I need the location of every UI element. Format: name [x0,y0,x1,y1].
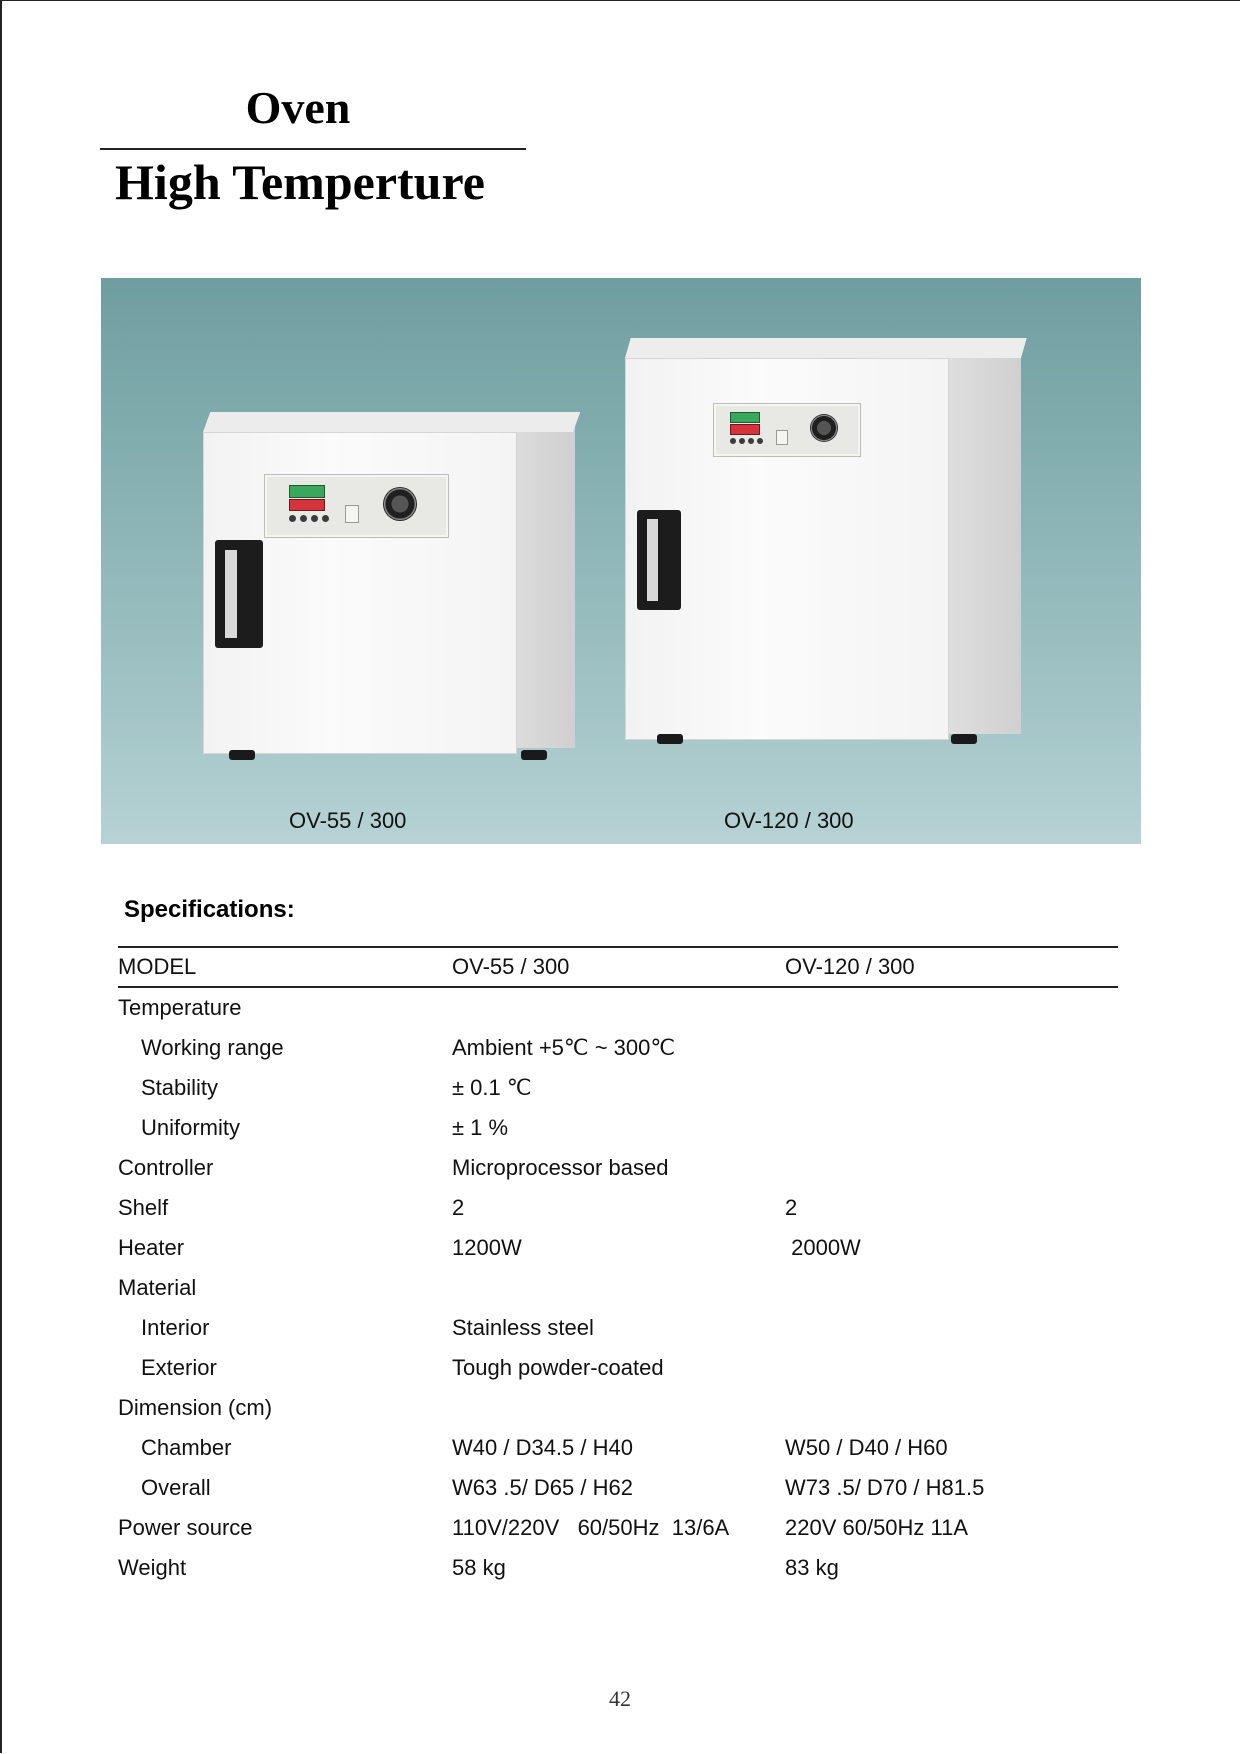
page-subtitle: High Temperture [115,154,485,210]
spec-value-ov120: 2 [785,1195,798,1220]
spec-value-ov120 [785,1028,1118,1068]
oven-ov120-control-panel [713,403,861,457]
oven-ov55-display-red [289,499,325,511]
header-ov55: OV-55 / 300 [452,947,785,987]
spec-label: Material [118,1275,197,1300]
spec-value-ov55: Stainless steel [452,1315,594,1340]
oven-ov55-top [203,412,580,432]
specifications-heading: Specifications: [124,896,295,923]
spec-value-ov120 [785,1308,1118,1348]
oven-ov55-foot [521,750,547,760]
title-block [100,80,526,212]
spec-value-ov120 [785,1388,1118,1428]
oven-ov120-button [748,438,754,444]
spec-value-ov120 [785,1068,1118,1108]
spec-value-ov120: W50 / D40 / H60 [785,1435,948,1460]
spec-value-ov55 [452,987,785,1028]
spec-row [118,987,1118,1028]
page-title: Oven [245,82,351,133]
spec-label: Temperature [118,995,242,1020]
spec-row [118,1228,1118,1268]
spec-value-ov120: 2000W [785,1235,861,1260]
oven-ov120-foot [657,734,683,744]
specifications-header-row [118,947,1118,987]
spec-label: Weight [118,1555,187,1580]
spec-label: Working range [141,1035,284,1060]
spec-value-ov120 [785,1268,1118,1308]
spec-label: Interior [141,1315,210,1340]
spec-value-ov55: Tough powder-coated [452,1355,664,1380]
spec-value-ov55: 1200W [452,1235,522,1260]
spec-label: Power source [118,1515,253,1540]
spec-label: Stability [141,1075,219,1100]
oven-ov120-knob [810,414,838,442]
spec-row [118,1068,1118,1108]
spec-row [118,1108,1118,1148]
header-model: MODEL [118,947,452,987]
spec-value-ov55: W63 .5/ D65 / H62 [452,1475,633,1500]
spec-row [118,1308,1118,1348]
product-photo [101,278,1141,844]
oven-ov55-side [515,418,575,748]
spec-value-ov55: W40 / D34.5 / H40 [452,1435,633,1460]
spec-label: Shelf [118,1195,169,1220]
spec-value-ov120: 220V 60/50Hz 11A [785,1515,969,1540]
spec-label: Controller [118,1155,214,1180]
oven-ov120-foot [951,734,977,744]
spec-label: Chamber [141,1435,232,1460]
spec-value-ov55: ± 1 % [452,1115,509,1140]
oven-ov120-side [949,342,1021,734]
spec-value-ov55: 2 [452,1195,465,1220]
oven-ov120-door-handle [637,510,681,610]
spec-value-ov55: 58 kg [452,1555,506,1580]
spec-row [118,1548,1118,1588]
photo-label-ov55: OV-55 / 300 [289,808,407,833]
spec-row [118,1468,1118,1508]
oven-ov55-foot [229,750,255,760]
oven-ov120-button [757,438,763,444]
spec-value-ov55 [452,1268,785,1308]
oven-ov55-display-green [289,485,325,498]
spec-label: Overall [141,1475,211,1500]
spec-label: Exterior [141,1355,217,1380]
oven-ov55-knob [383,487,417,521]
header-ov120: OV-120 / 300 [785,947,1118,987]
spec-value-ov55: Microprocessor based [452,1155,669,1180]
oven-ov120-button [739,438,745,444]
spec-value-ov55: 110V/220V 60/50Hz 13/6A [452,1515,730,1540]
spec-value-ov120 [785,987,1118,1028]
spec-row [118,1268,1118,1308]
spec-label: Uniformity [141,1115,241,1140]
title-divider [100,148,526,150]
spec-label: Dimension (cm) [118,1395,273,1420]
spec-row [118,1508,1118,1548]
spec-label: Heater [118,1235,185,1260]
spec-row [118,1148,1118,1188]
oven-ov55-button [311,515,318,522]
oven-ov55-button [289,515,296,522]
spec-value-ov120: W73 .5/ D70 / H81.5 [785,1475,985,1500]
spec-value-ov120 [785,1108,1118,1148]
oven-ov55-switch [345,505,359,523]
oven-ov55-button [300,515,307,522]
spec-row [118,1388,1118,1428]
oven-ov55-control-panel [264,474,449,538]
spec-value-ov55: Ambient +5℃ ~ 300℃ [452,1035,676,1060]
oven-ov55-button [322,515,329,522]
spec-value-ov55 [452,1388,785,1428]
oven-ov120-switch [776,430,788,445]
spec-value-ov120 [785,1148,1118,1188]
oven-ov55-door-handle [215,540,263,648]
spec-row [118,1028,1118,1068]
specifications-table [118,946,1118,1588]
oven-ov120-button [730,438,736,444]
page-number: 42 [609,1686,631,1711]
oven-ov120-display-red [730,424,760,435]
spec-value-ov55: ± 0.1 ℃ [452,1075,532,1100]
spec-row [118,1188,1118,1228]
oven-ov120-display-green [730,412,760,423]
spec-row [118,1428,1118,1468]
spec-value-ov120: 83 kg [785,1555,839,1580]
spec-value-ov120 [785,1348,1118,1388]
photo-label-ov120: OV-120 / 300 [724,808,854,833]
spec-row [118,1348,1118,1388]
oven-ov120-top [625,338,1027,358]
